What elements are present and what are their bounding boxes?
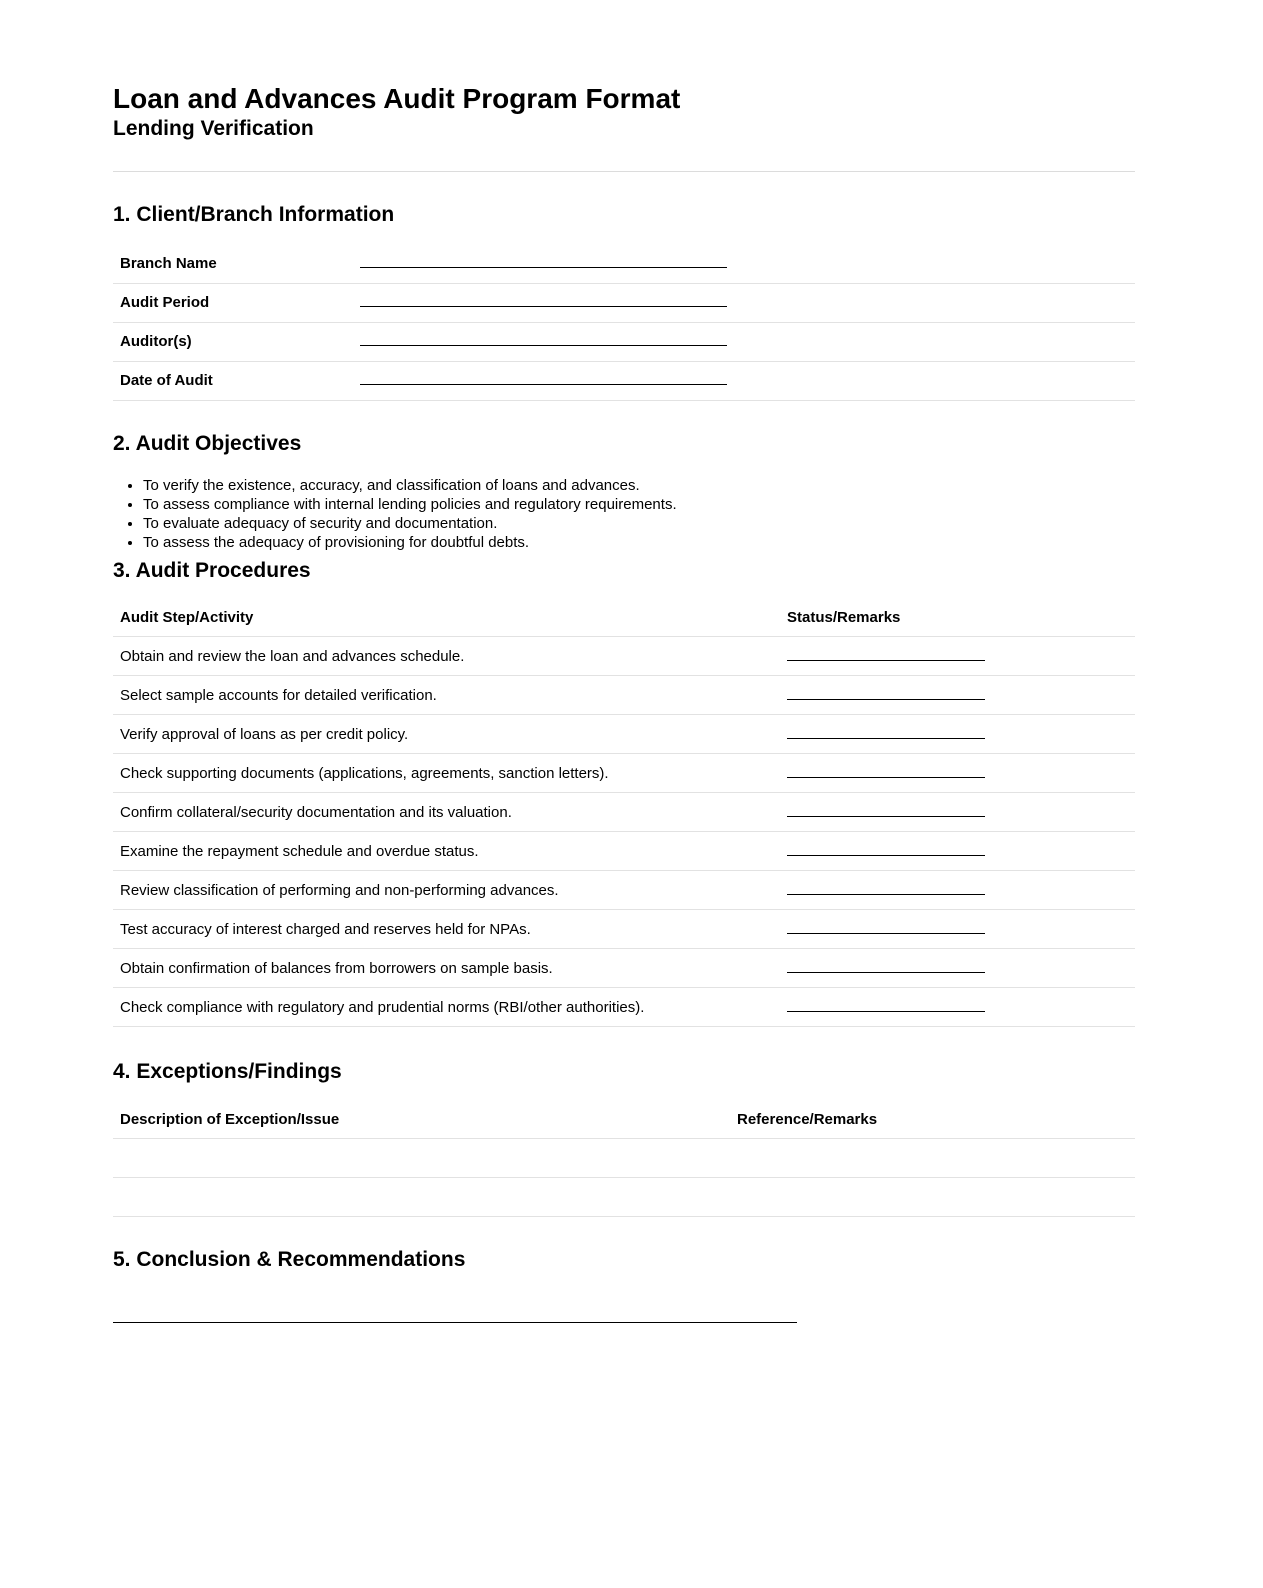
field-label-auditors: Auditor(s) <box>120 333 192 351</box>
status-cell <box>787 764 1135 782</box>
audit-step-text: Examine the repayment schedule and overdue status. <box>120 842 479 860</box>
audit-step-text: Check compliance with regulatory and prudential norms (RBI/other authorities). <box>120 998 645 1016</box>
conclusion-blank-line <box>113 1322 797 1323</box>
table-row <box>113 832 1135 871</box>
section-conclusion <box>113 1247 1135 1323</box>
status-cell <box>787 959 1135 977</box>
branch-name-blank-line <box>360 254 727 268</box>
section-exceptions-findings <box>113 1059 1135 1216</box>
section-audit-procedures <box>113 558 1135 1027</box>
empty-exception-row <box>113 1178 1135 1217</box>
column-header-description: Description of Exception/Issue <box>120 1110 340 1128</box>
audit-step-text: Obtain confirmation of balances from borrowers on sample basis. <box>120 959 553 977</box>
audit-step-text: Verify approval of loans as per credit policy. <box>120 725 409 743</box>
info-row-audit-period <box>113 284 1135 323</box>
auditors-blank-line <box>360 332 727 346</box>
table-row <box>113 793 1135 832</box>
audit-step-text: Review classification of performing and non-performing advances. <box>120 881 559 899</box>
table-row <box>113 988 1135 1027</box>
status-blank-line <box>787 803 985 817</box>
objective-item: • To assess compliance with internal lending policies and regulatory requirements. <box>143 495 1135 514</box>
field-value-audit-period <box>360 293 1135 312</box>
audit-period-blank-line <box>360 293 727 307</box>
empty-exception-row <box>113 1139 1135 1178</box>
info-row-auditors <box>113 323 1135 362</box>
client-info-heading: 1. Client/Branch Information <box>113 202 395 226</box>
field-label-date-of-audit: Date of Audit <box>120 372 213 390</box>
date-of-audit-blank-line <box>360 371 727 385</box>
status-blank-line <box>787 686 985 700</box>
audit-procedures-heading: 3. Audit Procedures <box>113 559 311 583</box>
status-cell <box>787 647 1135 665</box>
field-value-auditors <box>360 332 1135 351</box>
status-blank-line <box>787 725 985 739</box>
status-blank-line <box>787 959 985 973</box>
status-cell <box>787 803 1135 821</box>
table-row <box>113 949 1135 988</box>
status-cell <box>787 920 1135 938</box>
audit-step-text: Confirm collateral/security documentation and its valuation. <box>120 803 512 821</box>
objectives-list <box>113 476 1135 552</box>
status-blank-line <box>787 920 985 934</box>
info-row-branch-name <box>113 245 1135 284</box>
column-header-audit-step: Audit Step/Activity <box>120 609 254 627</box>
audit-step-text: Obtain and review the loan and advances schedule. <box>120 647 465 665</box>
objective-item: • To verify the existence, accuracy, and classification of loans and advances. <box>143 476 1135 495</box>
field-value-date-of-audit <box>360 371 1135 390</box>
objective-item: • To evaluate adequacy of security and documentation. <box>143 514 1135 533</box>
audit-step-text: Select sample accounts for detailed verification. <box>120 686 437 704</box>
audit-step-text: Check supporting documents (applications, agreements, sanction letters). <box>120 764 609 782</box>
status-cell <box>787 881 1135 899</box>
column-header-status-remarks: Status/Remarks <box>787 609 901 627</box>
table-row <box>113 637 1135 676</box>
field-label-audit-period: Audit Period <box>120 294 210 312</box>
status-cell <box>787 686 1135 704</box>
section-audit-objectives <box>113 431 1135 552</box>
exceptions-header-row <box>113 1101 1135 1139</box>
section-client-info <box>113 202 1135 401</box>
status-blank-line <box>787 647 985 661</box>
procedures-header-row <box>113 599 1135 637</box>
page-subtitle: Lending Verification <box>113 116 314 140</box>
audit-objectives-heading: 2. Audit Objectives <box>113 431 302 455</box>
objective-item: • To assess the adequacy of provisioning for doubtful debts. <box>143 533 1135 552</box>
exceptions-table <box>113 1101 1135 1217</box>
status-blank-line <box>787 998 985 1012</box>
conclusion-heading: 5. Conclusion & Recommendations <box>113 1247 466 1271</box>
client-info-table <box>113 245 1135 401</box>
status-cell <box>787 842 1135 860</box>
status-cell <box>787 725 1135 743</box>
page-title: Loan and Advances Audit Program Format <box>113 83 681 114</box>
title-divider <box>113 171 1135 172</box>
procedures-table <box>113 599 1135 1027</box>
table-row <box>113 676 1135 715</box>
exceptions-heading: 4. Exceptions/Findings <box>113 1060 342 1084</box>
info-row-date-of-audit <box>113 362 1135 401</box>
status-blank-line <box>787 881 985 895</box>
table-row <box>113 715 1135 754</box>
table-row <box>113 754 1135 793</box>
field-value-branch-name <box>360 254 1135 273</box>
table-row <box>113 910 1135 949</box>
column-header-reference-remarks: Reference/Remarks <box>737 1110 878 1128</box>
status-cell <box>787 998 1135 1016</box>
table-row <box>113 871 1135 910</box>
audit-step-text: Test accuracy of interest charged and reserves held for NPAs. <box>120 920 531 938</box>
status-blank-line <box>787 842 985 856</box>
field-label-branch-name: Branch Name <box>120 255 217 273</box>
status-blank-line <box>787 764 985 778</box>
